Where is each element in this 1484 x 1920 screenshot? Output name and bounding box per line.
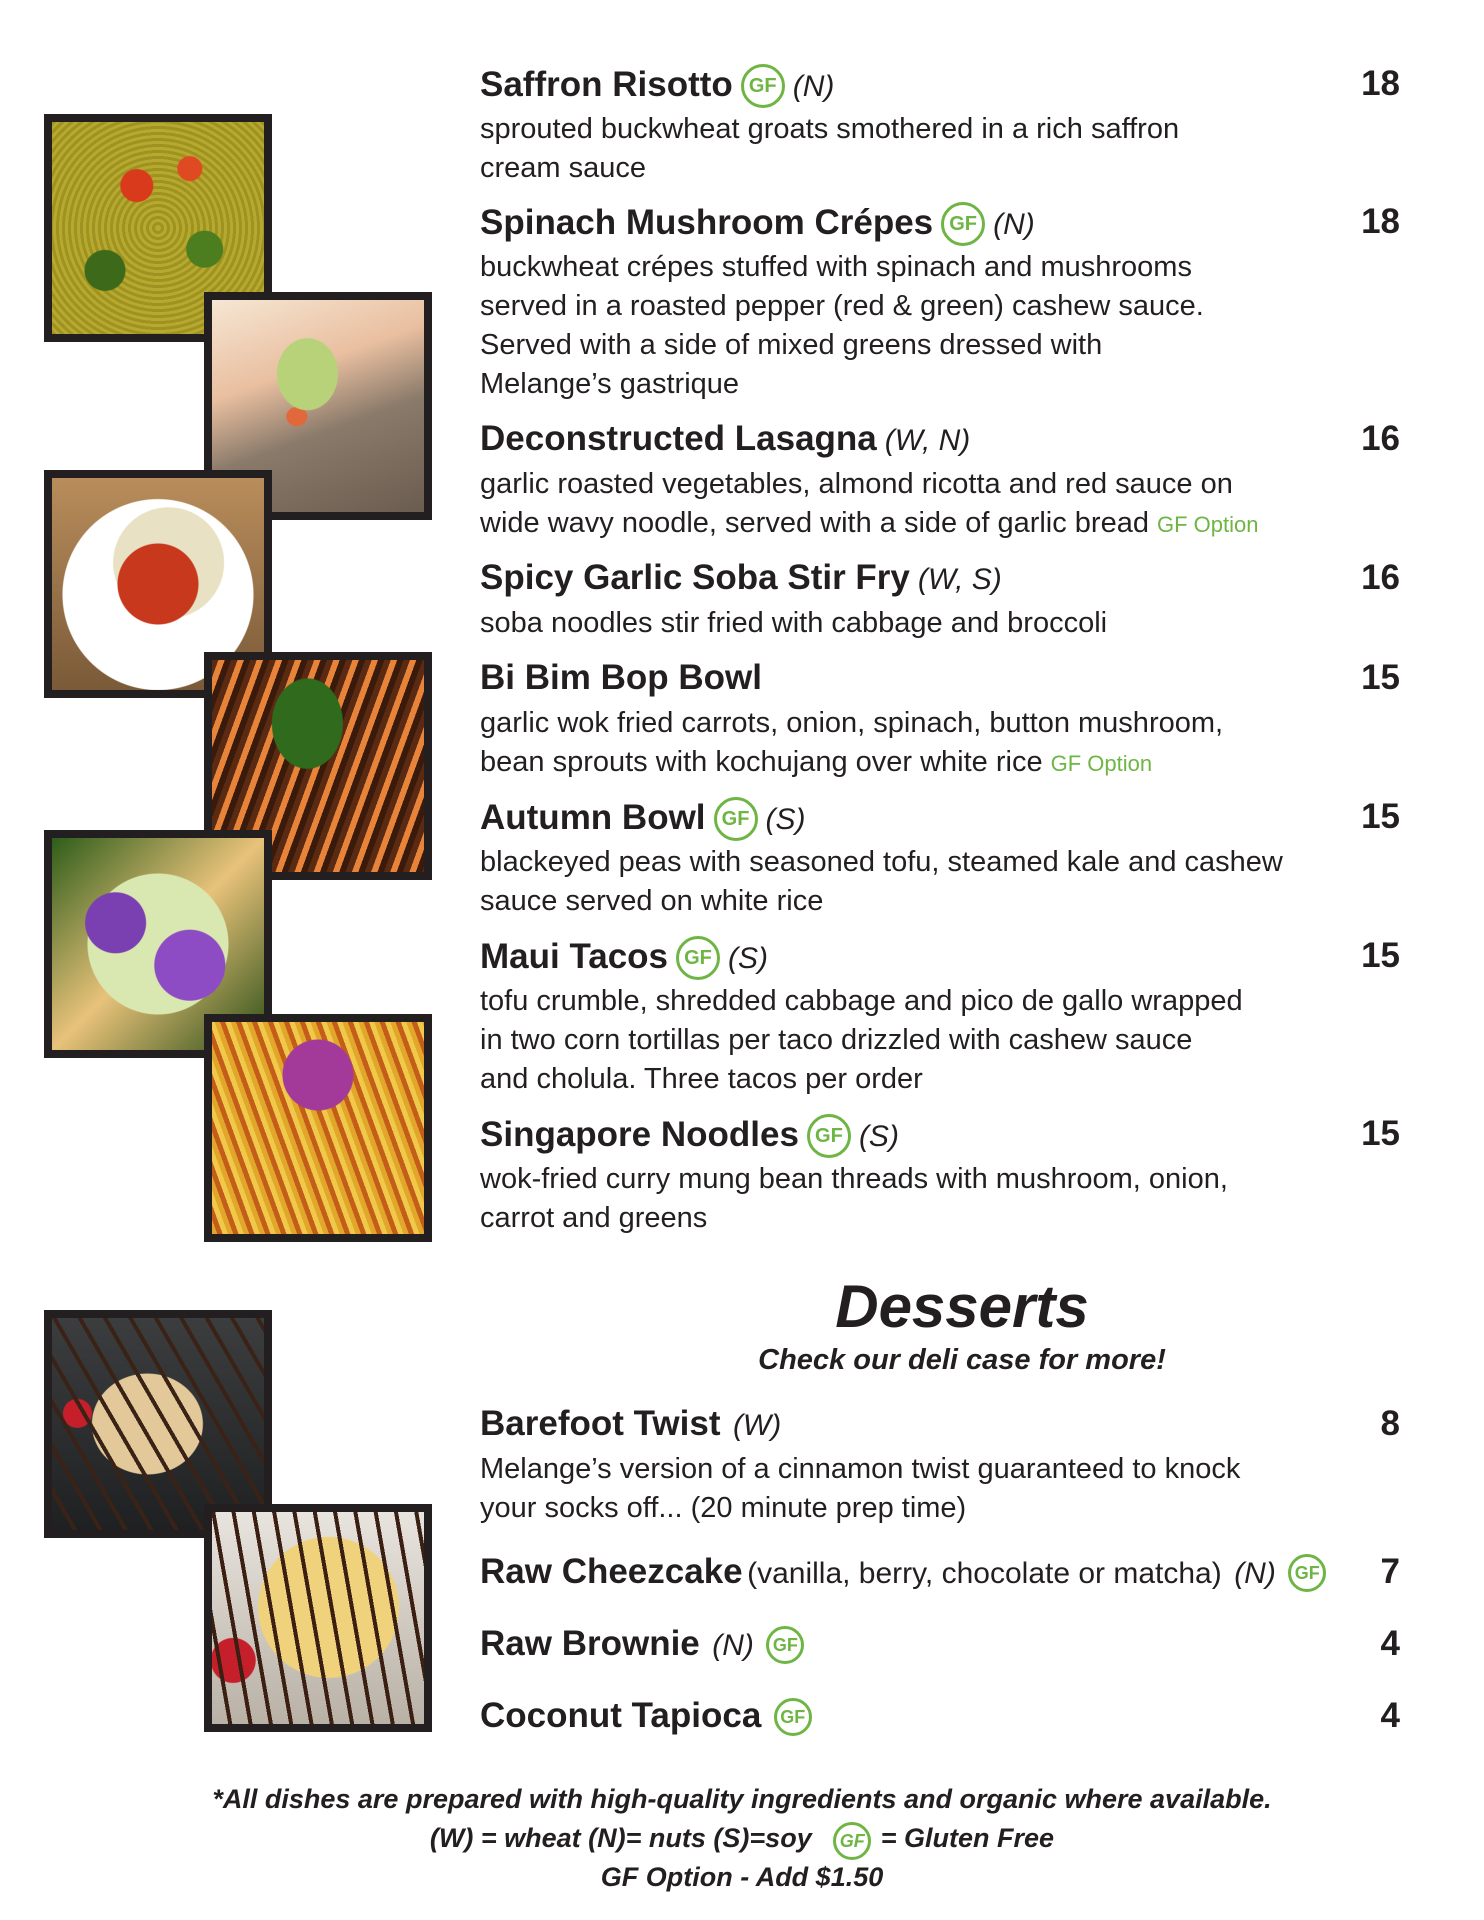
menu-item-desc-text: sauce served on white rice (480, 885, 824, 917)
dessert-name: Raw Brownie (480, 1624, 700, 1663)
menu-item-tags: (S) (765, 803, 806, 836)
menu-item-price: 18 (1361, 202, 1400, 241)
desserts-heading: Desserts (835, 1273, 1089, 1340)
menu-item-tags: (N) (993, 208, 1035, 241)
menu-item-desc-line (480, 248, 1350, 287)
menu-item-tags: (N) (792, 70, 835, 103)
gf-option-label: GF Option (1050, 751, 1153, 776)
footer-ingredients-note: *All dishes are prepared with high-quality ingredients and organic where available. (212, 1784, 1272, 1814)
gf-option-label: GF Option (1156, 512, 1259, 537)
menu-item-price: 16 (1361, 558, 1400, 597)
menu-item-desc-text: Served with a side of mixed greens dressed with (480, 329, 1103, 361)
menu-item-name: Deconstructed Lasagna (480, 419, 877, 458)
dessert-desc-line: Melange’s version of a cinnamon twist guaranteed to knock (480, 1453, 1241, 1485)
dessert-name: Barefoot Twist (480, 1404, 721, 1443)
photo-singapore-noodles (204, 1014, 432, 1242)
menu-item-desc-text: bean sprouts with kochujang over white rice (480, 746, 1043, 778)
menu-item-desc-line (480, 110, 1350, 149)
menu-item-tags: (W, S) (917, 563, 1002, 596)
menu-item-desc-line (480, 982, 1350, 1021)
menu-item-desc-line (480, 1021, 1350, 1060)
menu-item-name: Maui Tacos (480, 937, 669, 976)
menu-item-desc-line (480, 326, 1350, 365)
dessert-price: 4 (1380, 1624, 1400, 1663)
gluten-free-badge-icon: GF (766, 1626, 804, 1664)
menu-item (480, 558, 1400, 643)
menu-item-desc-text: in two corn tortillas per taco drizzled with cashew sauce (480, 1024, 1193, 1056)
menu-item (480, 419, 1400, 544)
menu-item-desc-text: wok-fried curry mung bean threads with mushroom, onion, (480, 1163, 1228, 1195)
menu-item-tags: (S) (728, 942, 769, 975)
menu-item-desc-text: served in a roasted pepper (red & green) cashew sauce. (480, 290, 1204, 322)
menu-item (480, 64, 1400, 188)
desserts-subtitle: Check our deli case for more! (758, 1344, 1166, 1376)
menu-item-desc-text: Melange’s gastrique (480, 368, 740, 400)
menu-item-desc-line (480, 365, 1350, 404)
dessert-price: 7 (1380, 1552, 1400, 1591)
dessert-raw-cheezcake (480, 1552, 1400, 1598)
gluten-free-badge-icon: GF (833, 1822, 871, 1860)
menu-item-desc-line (480, 504, 1350, 544)
menu-item-name: Singapore Noodles (480, 1115, 799, 1154)
menu-item-price: 15 (1361, 936, 1400, 975)
menu-item-desc-line (480, 882, 1350, 921)
menu-item (480, 1114, 1400, 1238)
menu-item (480, 202, 1400, 404)
menu-item-desc-text: and cholula. Three tacos per order (480, 1063, 923, 1095)
gluten-free-badge-icon: GF (741, 64, 785, 108)
gluten-free-badge-icon: GF (941, 202, 985, 246)
photo-raw-cheezcake (204, 1504, 432, 1732)
dessert-desc-line: your socks off... (20 minute prep time) (480, 1492, 967, 1524)
dessert-coconut-tapioca (480, 1696, 1400, 1742)
menu-item-name: Bi Bim Bop Bowl (480, 658, 762, 697)
menu-item (480, 658, 1400, 783)
dessert-name: Coconut Tapioca (480, 1696, 762, 1735)
dessert-barefoot-twist (480, 1404, 1400, 1528)
menu-item-desc-line (480, 604, 1350, 643)
dessert-tags: (N) (712, 1629, 754, 1662)
dessert-price: 8 (1380, 1404, 1400, 1443)
footer-legend (0, 1822, 1484, 1860)
menu-item-desc-text: sprouted buckwheat groats smothered in a rich saffron (480, 113, 1180, 145)
menu-item-desc-text: cream sauce (480, 152, 647, 184)
menu-item-desc-line (480, 1160, 1350, 1199)
menu-item-desc-line (480, 1199, 1350, 1238)
menu-item-desc-line (480, 704, 1350, 743)
menu-item-desc-line (480, 743, 1350, 783)
dessert-tags: (N) (1234, 1557, 1276, 1590)
menu-item-name: Spicy Garlic Soba Stir Fry (480, 558, 910, 597)
gluten-free-badge-icon: GF (807, 1114, 851, 1158)
footer-legend-codes: (W) = wheat (N)= nuts (S)=soy (429, 1823, 812, 1853)
menu-item-desc-line (480, 287, 1350, 326)
gluten-free-badge-icon: GF (714, 797, 758, 841)
menu-item-name: Saffron Risotto (480, 65, 733, 104)
menu-item-price: 16 (1361, 419, 1400, 458)
menu-item-price: 15 (1361, 797, 1400, 836)
menu-item-desc-text: garlic wok fried carrots, onion, spinach, button mushroom, (480, 707, 1224, 739)
menu-item-desc-line (480, 149, 1350, 188)
menu-item (480, 936, 1400, 1099)
menu-item-price: 15 (1361, 658, 1400, 697)
menu-item-desc-text: garlic roasted vegetables, almond ricotta and red sauce on (480, 468, 1233, 500)
menu-item-desc-text: soba noodles stir fried with cabbage and broccoli (480, 607, 1108, 639)
gluten-free-badge-icon: GF (676, 936, 720, 980)
menu-item-price: 15 (1361, 1114, 1400, 1153)
gluten-free-badge-icon: GF (1288, 1554, 1326, 1592)
menu-item-name: Autumn Bowl (480, 798, 706, 837)
menu-item-desc-text: carrot and greens (480, 1202, 708, 1234)
dessert-flavors: (vanilla, berry, chocolate or matcha) (747, 1557, 1222, 1590)
gluten-free-badge-icon: GF (774, 1698, 812, 1736)
dessert-tags: (W) (732, 1409, 782, 1442)
menu-item-name: Spinach Mushroom Crépes (480, 203, 934, 242)
dessert-price: 4 (1380, 1696, 1400, 1735)
menu-item-desc-line (480, 1060, 1350, 1099)
dessert-name: Raw Cheezcake (480, 1552, 743, 1591)
menu-item-desc-text: blackeyed peas with seasoned tofu, steamed kale and cashew (480, 846, 1283, 878)
menu-item-tags: (S) (858, 1120, 899, 1153)
menu-item (480, 797, 1400, 921)
menu-item-tags: (W, N) (884, 424, 971, 457)
menu-item-desc-line (480, 843, 1350, 882)
menu-item-desc-text: buckwheat crépes stuffed with spinach and mushrooms (480, 251, 1192, 283)
menu-item-desc-text: tofu crumble, shredded cabbage and pico de gallo wrapped (480, 985, 1243, 1017)
menu-item-desc-line (480, 465, 1350, 504)
menu-item-price: 18 (1361, 64, 1400, 103)
menu-item-desc-text: wide wavy noodle, served with a side of garlic bread (480, 507, 1149, 539)
footer-legend-gf: = Gluten Free (880, 1823, 1055, 1853)
dessert-raw-brownie (480, 1624, 1400, 1670)
footer-gf-option-price: GF Option - Add $1.50 (600, 1862, 884, 1892)
